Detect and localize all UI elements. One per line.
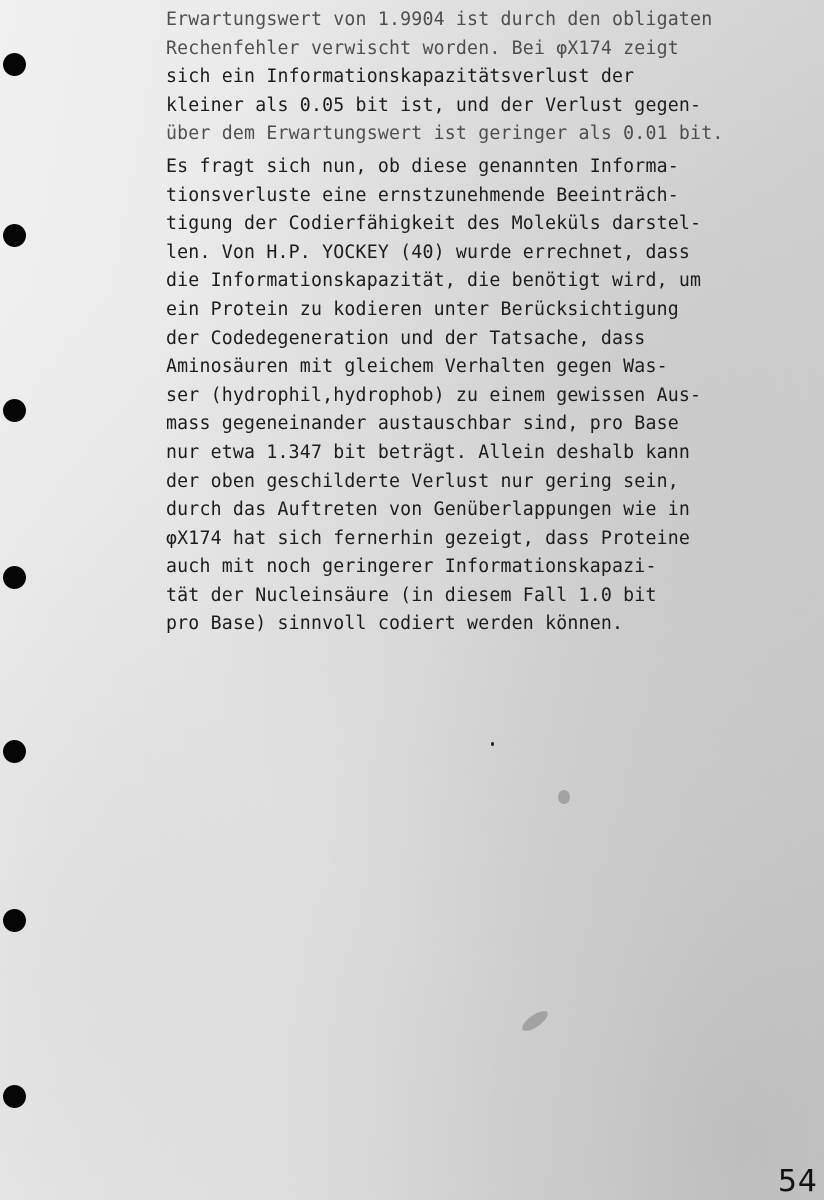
typed-text-block [166, 6, 766, 639]
text-line: Es fragt sich nun, ob diese genannten Informa- [166, 155, 679, 177]
text-line: tionsverluste eine ernstzunehmende Beeinträch- [166, 184, 679, 206]
punch-hole [3, 53, 26, 76]
punch-hole [3, 224, 26, 247]
page-number: 54 [777, 1164, 818, 1199]
text-line: Aminosäuren mit gleichem Verhalten gegen Was- [166, 356, 668, 378]
punch-hole [3, 740, 26, 763]
text-line: nur etwa 1.347 bit beträgt. Allein deshalb kann [166, 441, 691, 463]
text-line: sich ein Informationskapazitätsverlust der [166, 66, 635, 88]
text-line: pro Base) sinnvoll codiert werden können. [166, 613, 624, 635]
text-line: die Informationskapazität, die benötigt wird, um [166, 270, 702, 292]
text-line: tät der Nucleinsäure (in diesem Fall 1.0 bit [166, 584, 657, 606]
punch-hole [3, 909, 26, 932]
text-line: der Codedegeneration und der Tatsache, dass [166, 327, 646, 349]
punch-hole [3, 399, 26, 422]
text-line: tigung der Codierfähigkeit des Moleküls darstel- [166, 213, 702, 235]
scan-speck [491, 742, 494, 746]
paragraph-2 [166, 153, 766, 639]
text-line: φX174 hat sich fernerhin gezeigt, dass Proteine [166, 527, 691, 549]
punch-hole [3, 566, 26, 589]
text-line: kleiner als 0.05 bit ist, und der Verlust gegen- [166, 94, 702, 116]
text-line: über dem Erwartungswert ist geringer als 0.01 bit. [166, 123, 724, 145]
text-line: mass gegeneinander austauschbar sind, pro Base [166, 413, 679, 435]
text-line: auch mit noch geringerer Informationskapazi- [166, 556, 657, 578]
paragraph-1 [166, 6, 766, 149]
text-line: ser (hydrophil,hydrophob) zu einem gewissen Aus- [166, 384, 702, 406]
text-line: durch das Auftreten von Genüberlappungen wie in [166, 499, 691, 521]
text-line: len. Von H.P. YOCKEY (40) wurde errechnet, dass [166, 241, 691, 263]
text-line: Erwartungswert von 1.9904 ist durch den obligaten [166, 9, 713, 30]
scan-speck [519, 1007, 550, 1034]
punch-hole [3, 1085, 26, 1108]
text-line: Rechenfehler verwischt worden. Bei φX174 zeigt [166, 37, 679, 59]
text-line: der oben geschilderte Verlust nur gering sein, [166, 470, 679, 492]
scan-speck [558, 790, 570, 804]
text-line: ein Protein zu kodieren unter Berücksichtigung [166, 298, 679, 320]
